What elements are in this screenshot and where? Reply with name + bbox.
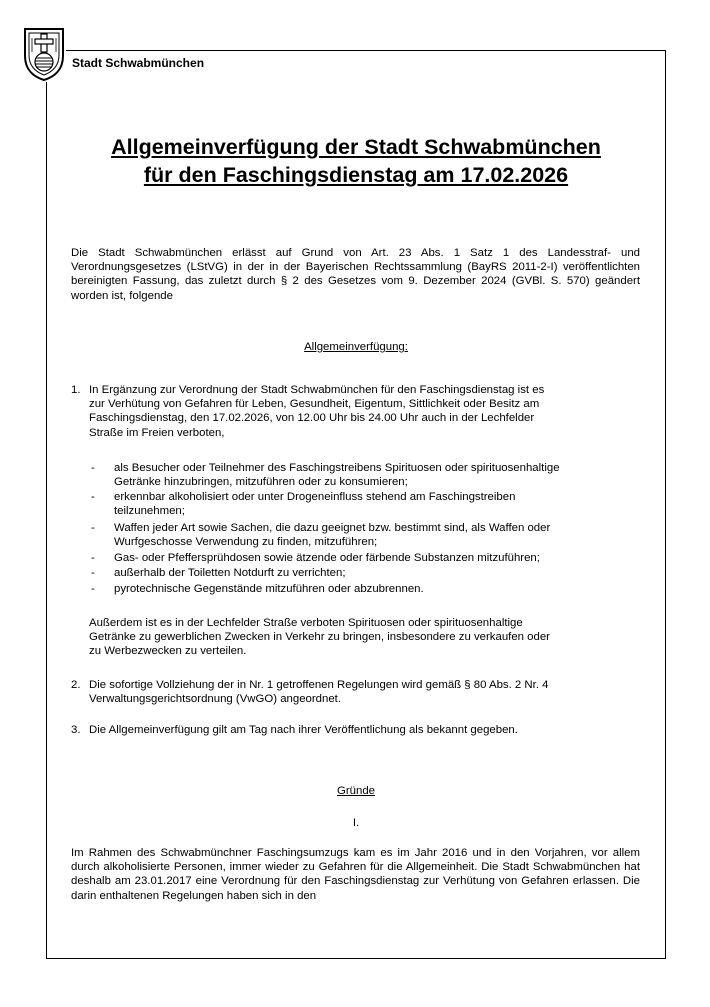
item-line: Die sofortige Vollziehung der in Nr. 1 getroffenen Regelungen wird gemäß § 80 Abs. 2 Nr. 4 (89, 679, 549, 691)
item-line: Getränke zu gewerblichen Zwecken in Verkehr zu bringen, insbesondere zu verkaufen oder (89, 631, 550, 644)
bullet-item (114, 490, 644, 518)
item-number: 1. (71, 384, 81, 396)
item-line: Die Allgemeinverfügung gilt am Tag nach ihrer Veröffentlichung als bekannt gegeben. (89, 724, 518, 736)
intro-paragraph: Die Stadt Schwabmünchen erlässt auf Grund von Art. 23 Abs. 1 Satz 1 des Landesstraf- und Verordnungsgesetzes (LStVG) in der in der Bayerischen Rechtssammlung (BayRS 2011-2-I) veröffentlichten bereinigten Fassung, das zuletzt durch § 2 des Gesetzes vom 9. Dezember 2024 (GVBl. S. 570) geändert worden ist, folgende (71, 247, 640, 302)
item-number: 2. (71, 679, 81, 691)
bullet-item (114, 461, 644, 489)
bullet-dash: - (91, 567, 95, 579)
bullet-dash: - (91, 583, 95, 595)
bullet-dash: - (91, 462, 95, 474)
item-line: Faschingsdienstag, den 17.02.2026, von 12.00 Uhr bis 24.00 Uhr auch in der Lechfelder (89, 412, 535, 425)
item-line: Außerdem ist es in der Lechfelder Straße verboten Spirituosen oder spirituosenhaltige (89, 617, 523, 629)
document-title (46, 133, 666, 189)
reasons-paragraph: Im Rahmen des Schwabmünchner Faschingsumzugs kam es im Jahr 2016 und in den Vorjahren, vor allem durch alkoholisierte Personen, immer wieder zu Gefahren für die Allgemeinheit. Die Stadt Schwabmünchen hat deshalb am 23.01.2017 eine Verordnung für den Faschingsdienstag zur Verhütung von Gefahren erlassen. Die darin enthaltenen Regelungen haben sich in den (71, 847, 640, 902)
title-line-2: für den Faschingsdienstag am 17.02.2026 (143, 163, 569, 187)
list-item (89, 678, 649, 706)
item-line: zur Verhütung von Gefahren für Leben, Gesundheit, Eigentum, Sittlichkeit oder Besitz am (89, 398, 540, 411)
bullet-line: erkennbar alkoholisiert oder unter Drogeneinfluss stehend am Faschingstreiben (114, 491, 516, 503)
bullet-line: als Besucher oder Teilnehmer des Faschingstreibens Spirituosen oder spirituosenhaltige (114, 462, 560, 474)
bullet-line: Waffen jeder Art sowie Sachen, die dazu geeignet bzw. bestimmt sind, als Waffen oder (114, 522, 551, 534)
bullet-line: Getränke hinzubringen, mitzuführen oder zu konsumieren; (114, 476, 408, 489)
item-1-addendum (89, 616, 649, 659)
bullet-line: außerhalb der Toiletten Notdurft zu verrichten; (114, 567, 346, 579)
title-line-1: Allgemeinverfügung der Stadt Schwabmünchen (111, 135, 601, 159)
coat-of-arms-icon (22, 26, 66, 82)
item-line: Straße im Freien verboten, (89, 426, 225, 439)
bullet-line: pyrotechnische Gegenstände mitzuführen oder abzubrennen. (114, 583, 424, 595)
bullet-line: Gas- oder Pfeffersprühdosen sowie ätzende oder färbende Substanzen mitzuführen; (114, 552, 540, 564)
bullet-dash: - (91, 491, 95, 503)
bullet-dash: - (91, 522, 95, 534)
reasons-heading: Gründe (337, 785, 375, 797)
bullet-line: teilzunehmen; (114, 505, 185, 518)
bullet-item (114, 551, 644, 565)
coat-of-arms-graphic (22, 26, 66, 82)
item-line: In Ergänzung zur Verordnung der Stadt Schwabmünchen für den Faschingsdienstag ist es (89, 384, 545, 396)
item-line: Verwaltungsgerichtsordnung (VwGO) angeordnet. (89, 693, 342, 706)
item-line: zu Werbezwecken zu verteilen. (89, 645, 247, 658)
bullet-item (114, 566, 644, 580)
bullet-line: Wurfgeschosse Verwendung zu finden, mitzuführen; (114, 536, 378, 549)
section-heading: Allgemeinverfügung: (304, 341, 408, 353)
bullet-dash: - (91, 552, 95, 564)
list-item (89, 383, 649, 440)
list-item (89, 723, 649, 737)
bullet-item (114, 582, 644, 596)
item-number: 3. (71, 724, 81, 736)
bullet-item (114, 521, 644, 549)
city-name: Stadt Schwabmünchen (72, 56, 208, 70)
reasons-numeral: I. (352, 817, 360, 829)
